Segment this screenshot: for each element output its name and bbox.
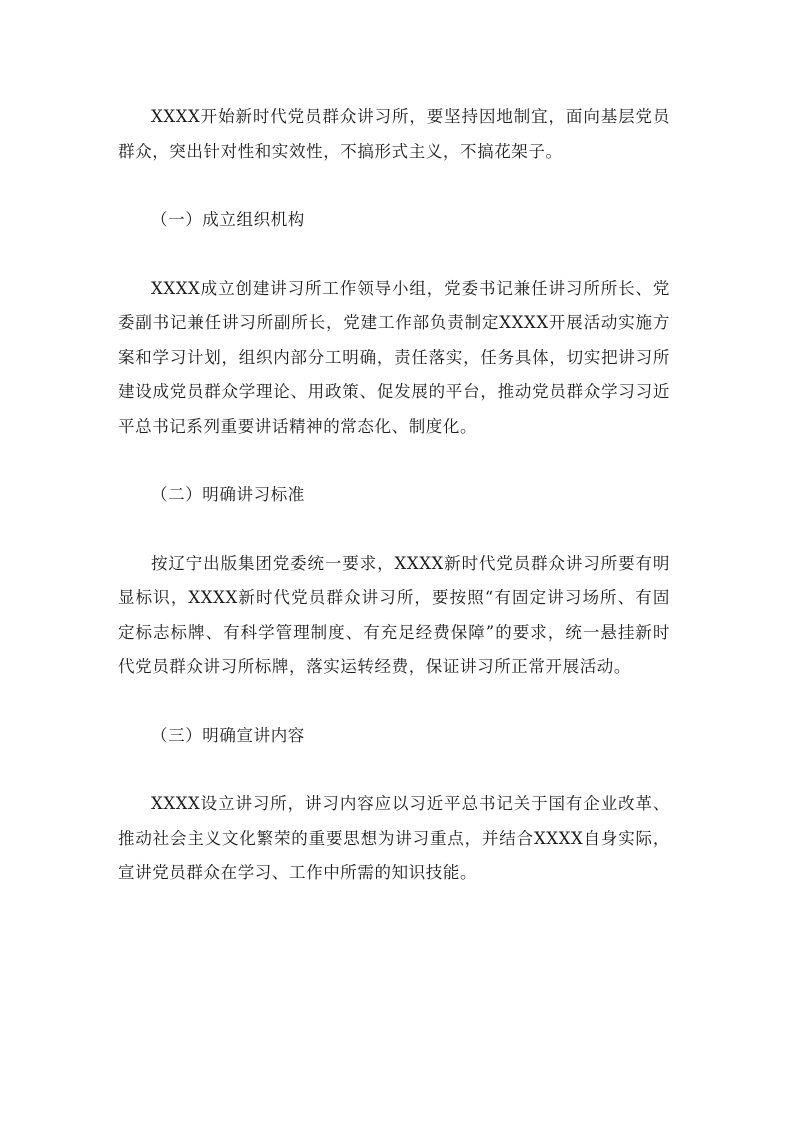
paragraph-organization: XXXX成立创建讲习所工作领导小组，党委书记兼任讲习所所长、党委副书记兼任讲习所副所长，党建工作部负责制定XXXX开展活动实施方案和学习计划，组织内部分工明确，责任落实，任务具体，切实把讲习所建设成党员群众学理论、用政策、促发展的平台，推动党员群众学习习近平总书记系列重要讲话精神的常态化、制度化。 xyxy=(118,278,670,436)
document-body xyxy=(118,100,670,925)
paragraph-content: XXXX设立讲习所，讲习内容应以习近平总书记关于国有企业改革、推动社会主义文化繁荣的重要思想为讲习重点，并结合XXXX自身实际，宣讲党员群众在学习、工作中所需的知识技能。 xyxy=(118,794,670,882)
paragraph-standards: 按辽宁出版集团党委统一要求，XXXX新时代党员群众讲习所要有明显标识，XXXX新时代党员群众讲习所，要按照“有固定讲习场所、有固定标志标牌、有科学管理制度、有充足经费保障”的要求，统一悬挂新时代党员群众讲习所标牌，落实运转经费，保证讲习所正常开展活动。 xyxy=(118,553,670,676)
section-heading-standards: （二）明确讲习标准 xyxy=(151,485,305,504)
section-heading-content: （三）明确宣讲内容 xyxy=(151,725,305,745)
paragraph-intro: XXXX开始新时代党员群众讲习所，要坚持因地制宜，面向基层党员群众，突出针对性和实效性，不搞形式主义，不搞花架子。 xyxy=(118,107,670,161)
section-heading-organization: （一）成立组织机构 xyxy=(151,210,305,229)
